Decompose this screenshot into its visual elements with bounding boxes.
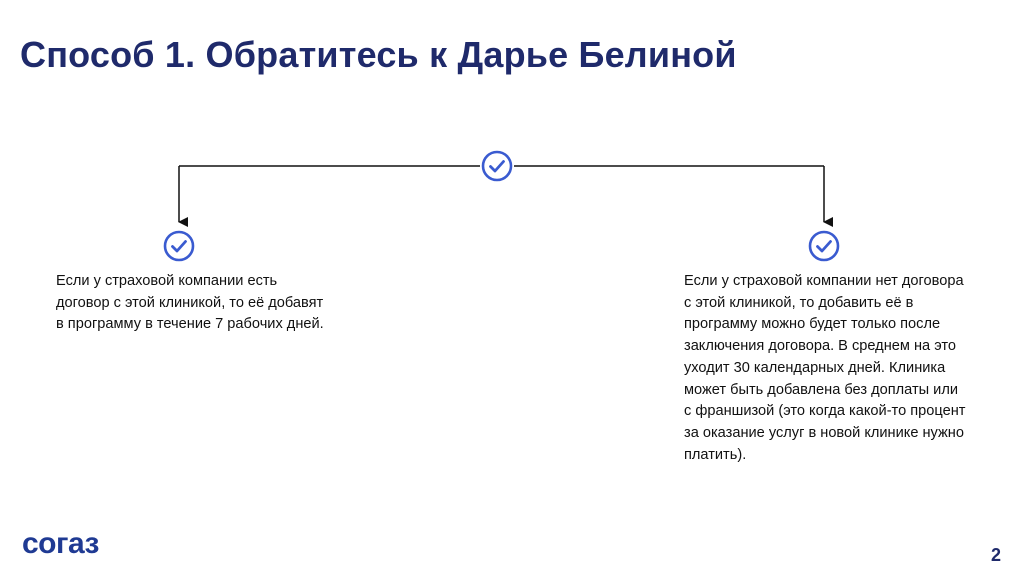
- sogaz-logo: согаз: [22, 527, 99, 560]
- check-circle-icon: [163, 230, 195, 262]
- page-number: 2: [991, 545, 1002, 565]
- left-branch-text: Если у страховой компании есть договор с этой клиникой, то её добавят в программу в течение 7 рабочих дней.: [56, 273, 324, 333]
- right-branch-text: Если у страховой компании нет договора с этой клиникой, то добавить её в программу можно будет только после заключения договора. В среднем на это уходит 30 календарных дней. Клиника может быть добавлена без доплаты или с франшизой (это когда какой-то процент за оказание услуг в новой клинике нужно платить).: [684, 273, 966, 463]
- page-title: Способ 1. Обратитесь к Дарье Белиной: [20, 34, 737, 75]
- check-circle-icon: [808, 230, 840, 262]
- check-circle-icon: [481, 150, 513, 182]
